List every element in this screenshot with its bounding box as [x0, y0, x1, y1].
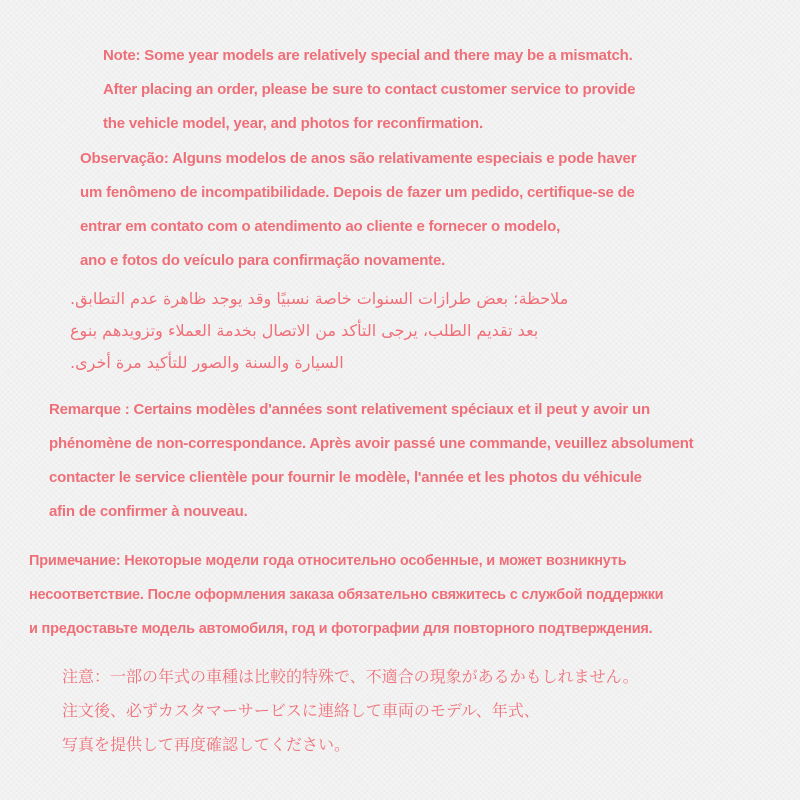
arabic-note-line: السيارة والسنة والصور للتأكيد مرة أخرى. [70, 353, 344, 372]
arabic-note-line: بعد تقديم الطلب، يرجى التأكد من الاتصال بخدمة العملاء وتزويدهم بنوع [70, 321, 539, 340]
arabic-note-line: ملاحظة: بعض طرازات السنوات خاصة نسبيًا وقد يوجد ظاهرة عدم التطابق. [70, 289, 569, 308]
french-note-line: afin de confirmer à nouveau. [49, 503, 248, 520]
russian-note-line: Примечание: Некоторые модели года относительно особенные, и может возникнуть [29, 553, 627, 569]
english-note [103, 39, 635, 141]
japanese-note [62, 660, 639, 762]
french-note-line: contacter le service clientèle pour fournir le modèle, l'année et les photos du véhicule [49, 469, 642, 486]
french-note-line: Remarque : Certains modèles d'années sont relativement spéciaux et il peut y avoir un [49, 401, 650, 418]
portuguese-note-line: Observação: Alguns modelos de anos são relativamente especiais e pode haver [80, 150, 637, 167]
japanese-note-line: 注文後、必ずカスタマーサービスに連絡して車両のモデル、年式、 [62, 701, 540, 720]
portuguese-note-line: um fenômeno de incompatibilidade. Depois de fazer um pedido, certifique-se de [80, 184, 635, 201]
english-note-line: the vehicle model, year, and photos for reconfirmation. [103, 115, 483, 132]
english-note-line: Note: Some year models are relatively special and there may be a mismatch. [103, 47, 633, 64]
english-note-line: After placing an order, please be sure to contact customer service to provide [103, 81, 636, 98]
french-note [49, 393, 693, 529]
french-note-line: phénomène de non-correspondance. Après avoir passé une commande, veuillez absolument [49, 435, 694, 452]
portuguese-note-line: entrar em contato com o atendimento ao cliente e fornecer o modelo, [80, 218, 561, 235]
russian-note [29, 544, 663, 646]
portuguese-note [80, 142, 636, 278]
russian-note-line: несоответствие. После оформления заказа обязательно свяжитесь с службой поддержки [29, 587, 664, 603]
japanese-note-line: 写真を提供して再度確認してください。 [62, 735, 351, 754]
japanese-note-line: 注意：一部の年式の車種は比較的特殊で、不適合の現象があるかもしれません。 [62, 667, 639, 686]
russian-note-line: и предоставьте модель автомобиля, год и фотографии для повторного подтверждения. [29, 621, 653, 637]
portuguese-note-line: ano e fotos do veículo para confirmação novamente. [80, 252, 446, 269]
arabic-note [70, 283, 568, 379]
